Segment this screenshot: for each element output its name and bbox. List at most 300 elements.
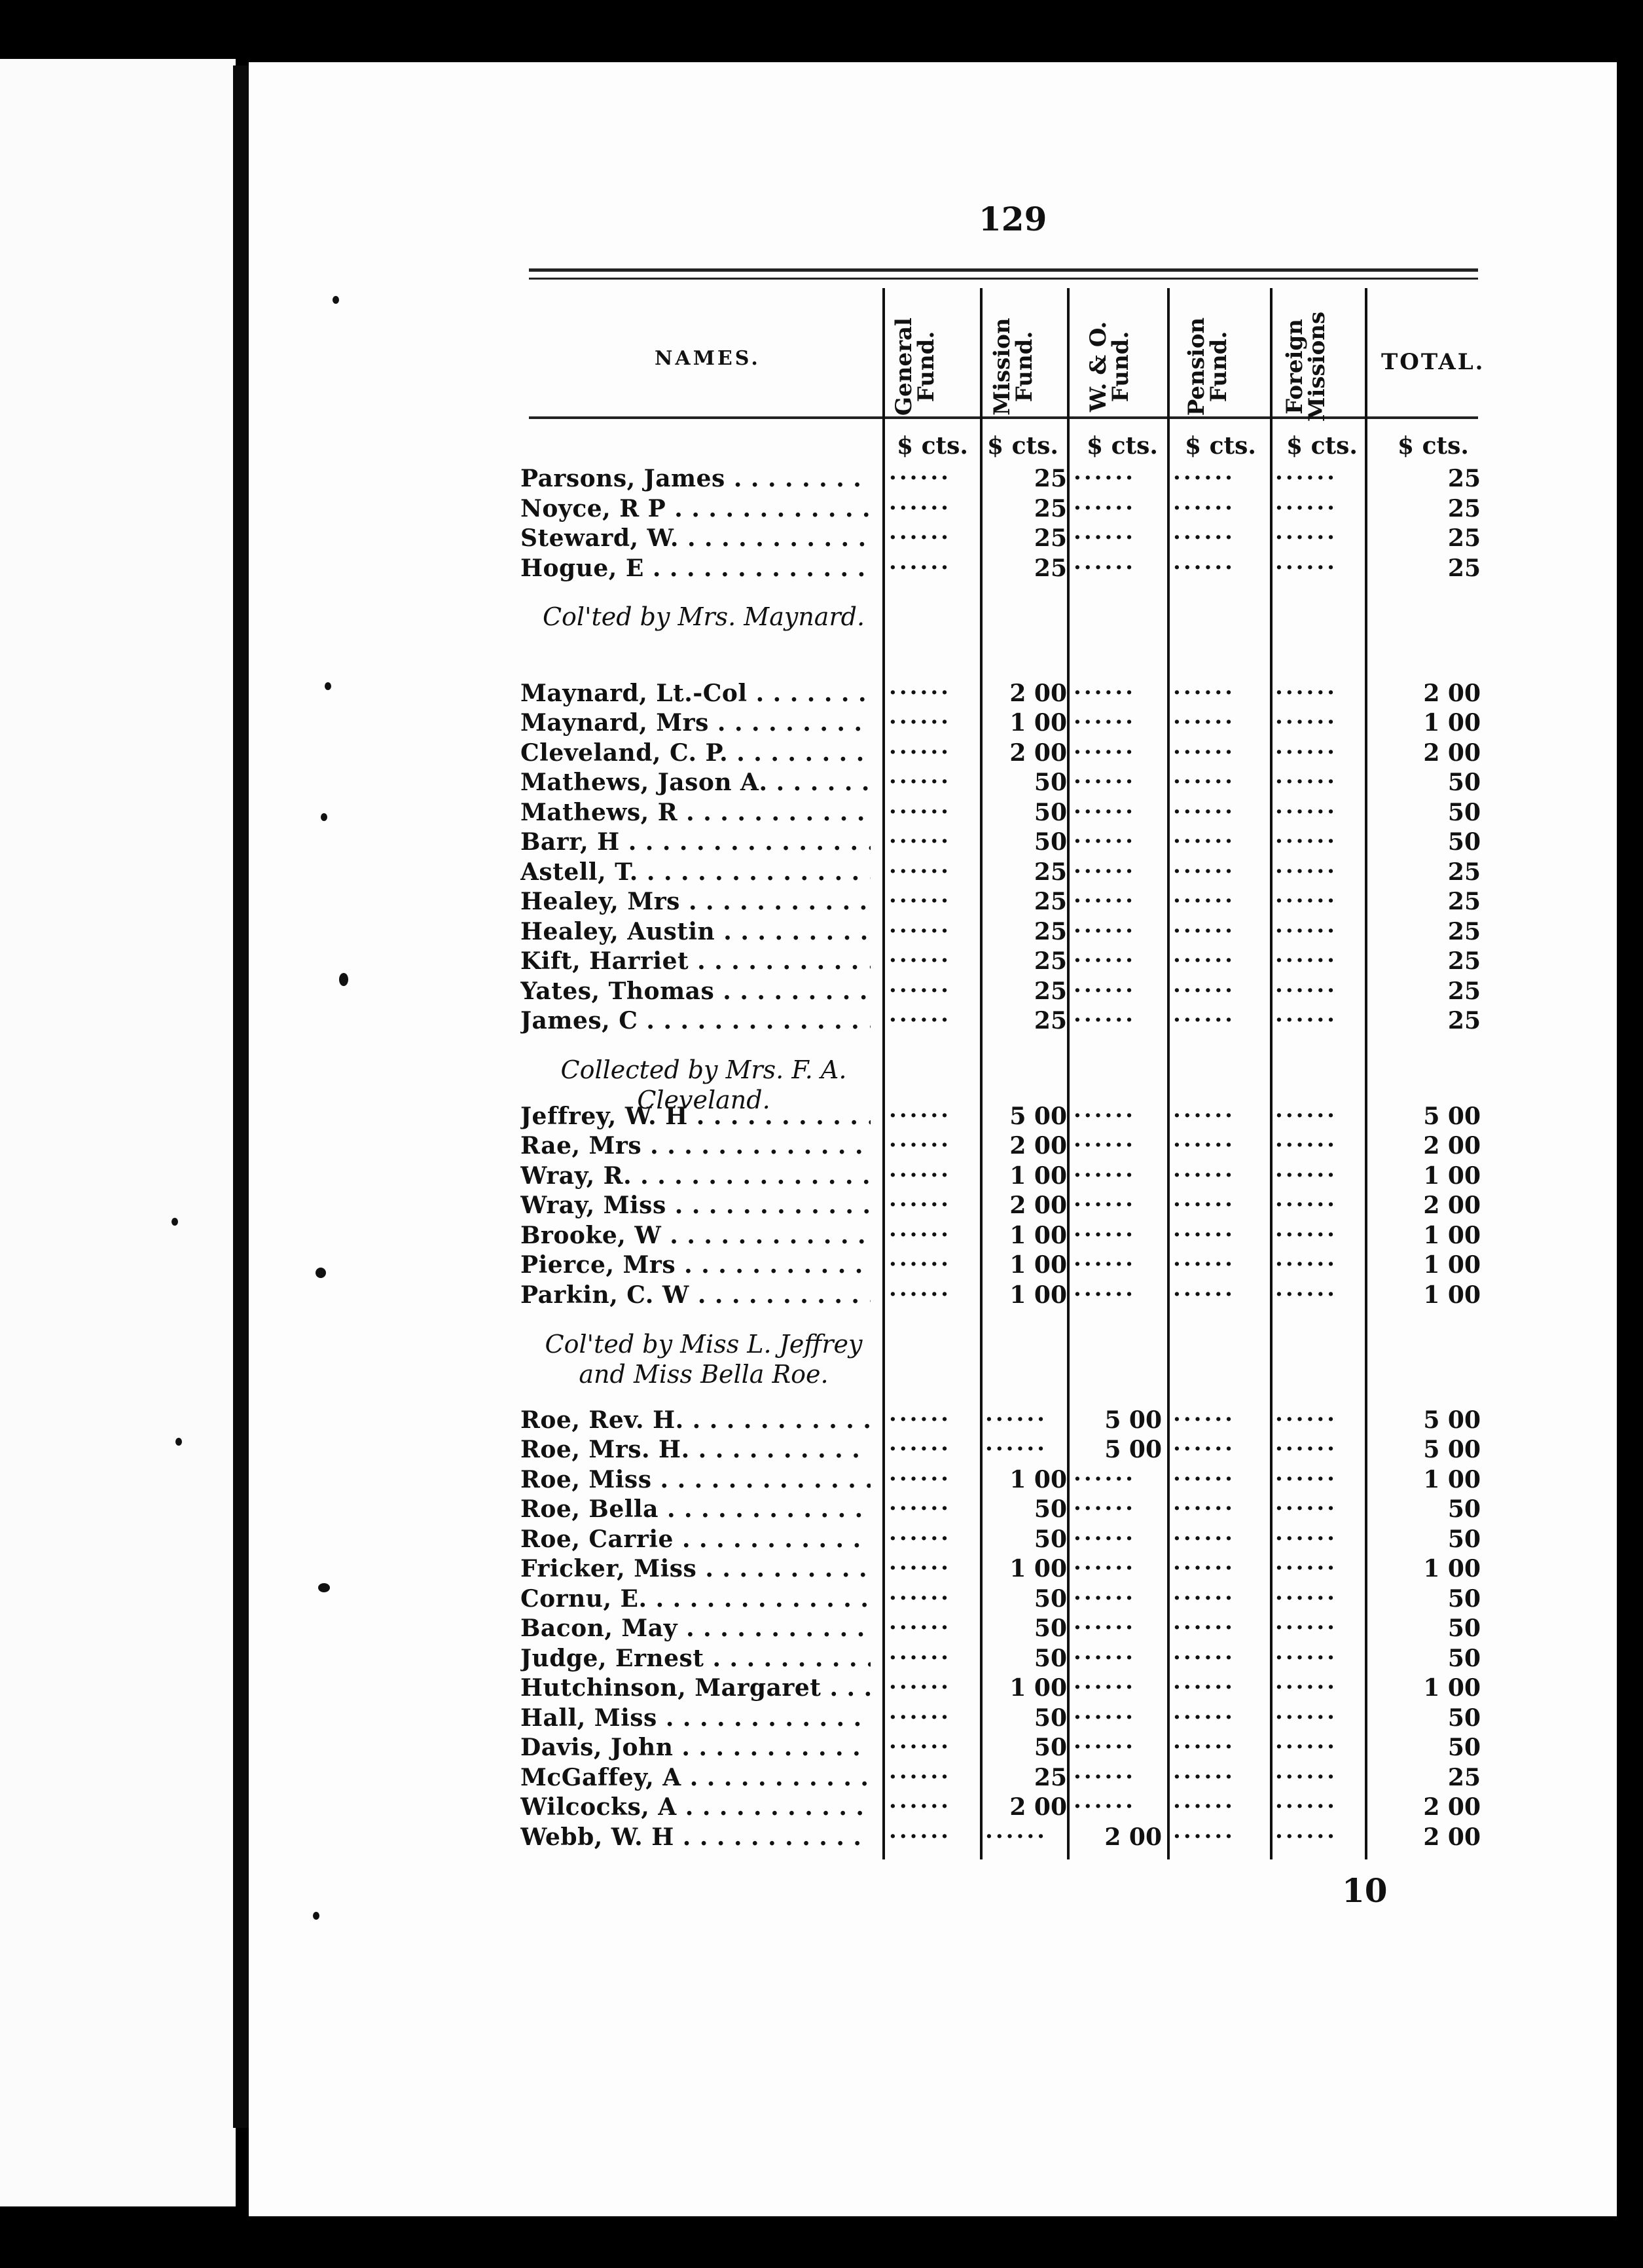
signature-mark: 10 (1342, 1871, 1388, 1910)
leader-dots: ······ (1173, 858, 1236, 885)
contributor-name: Hall, Miss . . . (520, 1704, 871, 1732)
leader-dots: ······ (889, 1495, 952, 1522)
leader-dots: ······ (1173, 977, 1236, 1004)
unit-label: $ cts. (987, 432, 1058, 460)
leader-dots: ······ (1173, 1555, 1236, 1582)
leader-dots: ······ (889, 1436, 952, 1463)
contributor-name: Judge, Ernest . . . (520, 1645, 871, 1672)
contributor-name: Maynard, Mrs . . . (520, 709, 871, 737)
table-row (0, 1132, 1643, 1162)
table-row (0, 828, 1643, 858)
leader-dots: ······ (1275, 1615, 1338, 1641)
table-row (0, 799, 1643, 829)
contributor-name: Fricker, Miss . . . (520, 1555, 871, 1582)
total-amount: 1 00 (1423, 1674, 1481, 1702)
table-row (0, 1526, 1643, 1556)
table-row (0, 1734, 1643, 1764)
total-amount: 25 (1447, 888, 1481, 916)
table-row (0, 739, 1643, 769)
total-amount: 1 00 (1423, 1555, 1481, 1583)
wo-fund-header: W. & O. Fund. (1085, 321, 1134, 412)
leader-dots: ······ (889, 465, 952, 491)
table-row (0, 978, 1643, 1008)
leader-dots: ······ (1173, 739, 1236, 765)
table-row (0, 680, 1643, 710)
mission-amount: 25 (1034, 524, 1067, 552)
total-amount: 25 (1447, 465, 1481, 492)
unit-label: $ cts. (1087, 432, 1158, 460)
leader-dots: ······ (889, 1281, 952, 1308)
table-row (0, 465, 1643, 495)
table-row (0, 1466, 1643, 1496)
contributor-name: Cornu, E. . . . (520, 1585, 871, 1613)
leader-dots: ······ (1173, 1763, 1236, 1790)
leader-dots: ······ (1074, 739, 1136, 765)
total-amount: 1 00 (1423, 1251, 1481, 1279)
total-amount: 2 00 (1423, 1132, 1481, 1160)
leader-dots: ······ (889, 1793, 952, 1820)
table-row (0, 1615, 1643, 1645)
leader-dots: ······ (1275, 1102, 1338, 1129)
table-row (0, 495, 1643, 525)
leader-dots: ······ (1074, 1132, 1136, 1159)
leader-dots: ······ (1074, 1615, 1136, 1641)
leader-dots: ······ (1074, 828, 1136, 855)
leader-dots: ······ (1074, 1525, 1136, 1552)
leader-dots: ······ (1275, 1555, 1338, 1582)
table-row (0, 1585, 1643, 1615)
total-amount: 25 (1447, 858, 1481, 886)
total-amount: 1 00 (1423, 1465, 1481, 1493)
leader-dots: ······ (1275, 1704, 1338, 1730)
wo-amount: 5 00 (1104, 1436, 1162, 1464)
table-row (0, 1495, 1643, 1526)
leader-dots: ······ (1275, 1584, 1338, 1611)
table-row (0, 1222, 1643, 1252)
leader-dots: ······ (889, 947, 952, 974)
leader-dots: ······ (889, 1584, 952, 1611)
total-amount: 50 (1447, 769, 1481, 797)
total-amount: 5 00 (1423, 1102, 1481, 1130)
total-amount: 25 (1447, 917, 1481, 945)
leader-dots: ······ (1275, 1007, 1338, 1034)
leader-dots: ······ (1173, 1007, 1236, 1034)
leader-dots: ······ (1275, 494, 1338, 521)
mission-fund-header: Mission Fund. (989, 318, 1038, 416)
leader-dots: ······ (1074, 1007, 1136, 1034)
mission-amount: 50 (1034, 1615, 1067, 1643)
leader-dots: ······ (889, 858, 952, 885)
contributor-name: Roe, Rev. H. . . . (520, 1406, 871, 1434)
total-amount: 2 00 (1423, 739, 1481, 767)
leader-dots: ······ (889, 739, 952, 765)
page-number: 129 (979, 200, 1047, 238)
leader-dots: ······ (889, 917, 952, 944)
contributor-name: Maynard, Lt.-Col . . . (520, 680, 871, 707)
leader-dots: ······ (1275, 1674, 1338, 1701)
total-amount: 50 (1447, 1644, 1481, 1672)
leader-dots: ······ (1173, 769, 1236, 796)
leader-dots: ······ (1074, 1161, 1136, 1188)
table-row (0, 1103, 1643, 1133)
leader-dots: ······ (1173, 828, 1236, 855)
contributor-name: Healey, Mrs . . . (520, 888, 871, 915)
unit-label: $ cts. (1286, 432, 1358, 460)
unit-label: $ cts. (897, 432, 968, 460)
mission-amount: 50 (1034, 828, 1067, 856)
leader-dots: ······ (889, 1734, 952, 1761)
leader-dots: ······ (1275, 798, 1338, 825)
leader-dots: ······ (889, 1406, 952, 1433)
leader-dots: ······ (1173, 1132, 1236, 1159)
leader-dots: ······ (889, 1615, 952, 1641)
contributor-name: Yates, Thomas . . . (520, 978, 871, 1005)
leader-dots: ······ (889, 828, 952, 855)
table-row (0, 1823, 1643, 1854)
contributor-name: Hogue, E . . . (520, 555, 871, 582)
leader-dots: ······ (1275, 679, 1338, 706)
leader-dots: ······ (1275, 739, 1338, 765)
leader-dots: ······ (889, 709, 952, 736)
leader-dots: ······ (1074, 1102, 1136, 1129)
mission-amount: 50 (1034, 1525, 1067, 1553)
table-row (0, 709, 1643, 739)
mission-amount: 50 (1034, 1584, 1067, 1613)
total-amount: 50 (1447, 828, 1481, 856)
total-amount: 25 (1447, 554, 1481, 582)
mission-amount: 2 00 (1009, 1793, 1067, 1821)
leader-dots: ······ (1275, 858, 1338, 885)
leader-dots: ······ (1275, 1436, 1338, 1463)
leader-dots: ······ (889, 1644, 952, 1671)
contributor-name: James, C . . . (520, 1007, 871, 1034)
leader-dots: ······ (1173, 1674, 1236, 1701)
contributor-name: Brooke, W . . . (520, 1222, 871, 1249)
leader-dots: ······ (1074, 494, 1136, 521)
leader-dots: ······ (1275, 1406, 1338, 1433)
leader-dots: ······ (889, 1221, 952, 1248)
total-amount: 2 00 (1423, 1823, 1481, 1851)
contributor-name: Mathews, Jason A. . . . (520, 769, 871, 796)
collector-heading: Col'ted by Miss L. Jeffrey and Miss Bella Roe. (545, 1329, 863, 1389)
names-header: NAMES. (655, 347, 761, 370)
contributor-name: Hutchinson, Margaret . . . (520, 1674, 871, 1702)
leader-dots: ······ (1074, 465, 1136, 491)
unit-label: $ cts. (1398, 432, 1469, 460)
leader-dots: ······ (1173, 1436, 1236, 1463)
leader-dots: ······ (1173, 917, 1236, 944)
contributor-name: Wray, R. . . . (520, 1162, 871, 1190)
leader-dots: ······ (1275, 888, 1338, 915)
contributor-name: Bacon, May . . . (520, 1615, 871, 1642)
table-row (0, 1436, 1643, 1466)
contributor-name: Wray, Miss . . . (520, 1192, 871, 1219)
foreign-missions-header: Foreign Missions (1282, 311, 1330, 422)
leader-dots: ······ (889, 1007, 952, 1034)
mission-amount: 25 (1034, 858, 1067, 886)
leader-dots: ······ (1173, 524, 1236, 551)
leader-dots: ······ (1074, 709, 1136, 736)
leader-dots: ······ (1173, 947, 1236, 974)
table-row (0, 1007, 1643, 1037)
leader-dots: ······ (889, 524, 952, 551)
mission-amount: 50 (1034, 769, 1067, 797)
leader-dots: ······ (1173, 1192, 1236, 1218)
leader-dots: ······ (1275, 1132, 1338, 1159)
leader-dots: ······ (889, 977, 952, 1004)
table-row (0, 888, 1643, 918)
total-amount: 1 00 (1423, 1281, 1481, 1309)
leader-dots: ······ (1074, 1221, 1136, 1248)
leader-dots: ······ (1173, 709, 1236, 736)
leader-dots: ······ (1074, 524, 1136, 551)
total-amount: 1 00 (1423, 1161, 1481, 1190)
total-amount: 25 (1447, 1763, 1481, 1791)
leader-dots: ······ (1074, 679, 1136, 706)
table-row (0, 1704, 1643, 1734)
leader-dots: ······ (889, 1132, 952, 1159)
leader-dots: ······ (1275, 769, 1338, 796)
total-amount: 2 00 (1423, 1192, 1481, 1220)
leader-dots: ······ (1074, 1584, 1136, 1611)
leader-dots: ······ (889, 1102, 952, 1129)
leader-dots: ······ (1275, 465, 1338, 491)
mission-amount: 50 (1034, 1734, 1067, 1762)
leader-dots: ······ (1074, 1704, 1136, 1730)
leader-dots: ······ (1275, 917, 1338, 944)
mission-amount: 25 (1034, 494, 1067, 522)
mission-amount: 25 (1034, 465, 1067, 492)
leader-dots: ······ (889, 494, 952, 521)
wo-amount: 5 00 (1104, 1406, 1162, 1434)
leader-dots: ······ (889, 769, 952, 796)
table-row (0, 1406, 1643, 1436)
total-amount: 50 (1447, 798, 1481, 826)
leader-dots: ······ (1275, 524, 1338, 551)
leader-dots: ······ (1074, 1674, 1136, 1701)
leader-dots: ······ (1074, 1465, 1136, 1492)
mission-amount: 1 00 (1009, 1251, 1067, 1279)
total-amount: 25 (1447, 947, 1481, 976)
leader-dots: ······ (1173, 1251, 1236, 1278)
leader-dots: ······ (1173, 1221, 1236, 1248)
leader-dots: ······ (1275, 977, 1338, 1004)
leader-dots: ······ (889, 1823, 952, 1850)
contributor-name: Parsons, James . . . (520, 465, 871, 492)
leader-dots: ······ (1074, 1192, 1136, 1218)
leader-dots: ······ (985, 1823, 1048, 1850)
leader-dots: ······ (1074, 977, 1136, 1004)
contributor-name: Astell, T. . . . (520, 858, 871, 886)
table-row (0, 1793, 1643, 1823)
total-amount: 1 00 (1423, 1221, 1481, 1249)
leader-dots: ······ (985, 1406, 1048, 1433)
total-amount: 50 (1447, 1615, 1481, 1643)
contributor-name: Jeffrey, W. H . . . (520, 1103, 871, 1130)
leader-dots: ······ (1173, 554, 1236, 581)
leader-dots: ······ (1275, 1495, 1338, 1522)
table-row (0, 1674, 1643, 1704)
total-amount: 25 (1447, 977, 1481, 1005)
total-amount: 2 00 (1423, 679, 1481, 707)
contributor-name: Davis, John . . . (520, 1734, 871, 1761)
mission-amount: 50 (1034, 1644, 1067, 1672)
leader-dots: ······ (1275, 1793, 1338, 1820)
leader-dots: ······ (1074, 947, 1136, 974)
leader-dots: ······ (1173, 1584, 1236, 1611)
leader-dots: ······ (1074, 1495, 1136, 1522)
table-row (0, 1281, 1643, 1311)
leader-dots: ······ (1173, 1465, 1236, 1492)
leader-dots: ······ (1275, 1251, 1338, 1278)
mission-amount: 50 (1034, 1704, 1067, 1732)
leader-dots: ······ (889, 798, 952, 825)
leader-dots: ······ (1275, 1823, 1338, 1850)
mission-amount: 1 00 (1009, 1674, 1067, 1702)
pension-fund-header: Pension Fund. (1183, 317, 1232, 416)
contributor-name: Pierce, Mrs . . . (520, 1251, 871, 1279)
leader-dots: ······ (1173, 1823, 1236, 1850)
leader-dots: ······ (889, 888, 952, 915)
total-header: TOTAL. (1381, 349, 1485, 375)
leader-dots: ······ (889, 1704, 952, 1730)
leader-dots: ······ (1074, 888, 1136, 915)
leader-dots: ······ (1275, 1763, 1338, 1790)
leader-dots: ······ (1074, 1793, 1136, 1820)
leader-dots: ······ (1074, 1734, 1136, 1761)
total-amount: 25 (1447, 1007, 1481, 1035)
leader-dots: ······ (1074, 1281, 1136, 1308)
mission-amount: 1 00 (1009, 1221, 1067, 1249)
leader-dots: ······ (889, 1251, 952, 1278)
contributor-name: Noyce, R P . . . (520, 495, 871, 522)
table-row (0, 918, 1643, 948)
top-rule (529, 268, 1478, 272)
mission-amount: 25 (1034, 888, 1067, 916)
wo-amount: 2 00 (1104, 1823, 1162, 1851)
total-amount: 50 (1447, 1704, 1481, 1732)
leader-dots: ······ (889, 679, 952, 706)
contributor-name: Rae, Mrs . . . (520, 1132, 871, 1160)
contributor-name: Barr, H . . . (520, 828, 871, 856)
table-row (0, 524, 1643, 555)
mission-amount: 2 00 (1009, 679, 1067, 707)
leader-dots: ······ (1173, 1102, 1236, 1129)
leader-dots: ······ (1275, 947, 1338, 974)
leader-dots: ······ (1275, 709, 1338, 736)
leader-dots: ······ (1275, 554, 1338, 581)
mission-amount: 2 00 (1009, 1132, 1067, 1160)
leader-dots: ······ (1173, 1281, 1236, 1308)
total-amount: 5 00 (1423, 1436, 1481, 1464)
contributor-name: Roe, Carrie . . . (520, 1526, 871, 1553)
mission-amount: 1 00 (1009, 1281, 1067, 1309)
mission-amount: 5 00 (1009, 1102, 1067, 1130)
leader-dots: ······ (1173, 1793, 1236, 1820)
leader-dots: ······ (1173, 1734, 1236, 1761)
leader-dots: ······ (1173, 888, 1236, 915)
contributor-name: Roe, Mrs. H. . . . (520, 1436, 871, 1463)
leader-dots: ······ (1173, 679, 1236, 706)
leader-dots: ······ (889, 1674, 952, 1701)
table-row (0, 858, 1643, 888)
leader-dots: ······ (1074, 1644, 1136, 1671)
leader-dots: ······ (1173, 798, 1236, 825)
leader-dots: ······ (889, 554, 952, 581)
contributor-name: Kift, Harriet . . . (520, 947, 871, 975)
contributor-name: Wilcocks, A . . . (520, 1793, 871, 1821)
leader-dots: ······ (1275, 1161, 1338, 1188)
mission-amount: 25 (1034, 917, 1067, 945)
total-amount: 2 00 (1423, 1793, 1481, 1821)
leader-dots: ······ (1173, 1525, 1236, 1552)
table-row (0, 1251, 1643, 1281)
mission-amount: 25 (1034, 1763, 1067, 1791)
leader-dots: ······ (889, 1555, 952, 1582)
leader-dots: ······ (1275, 1221, 1338, 1248)
table-row (0, 1162, 1643, 1192)
table-row (0, 1192, 1643, 1222)
mission-amount: 25 (1034, 947, 1067, 976)
leader-dots: ······ (1275, 1734, 1338, 1761)
total-amount: 50 (1447, 1584, 1481, 1613)
table-row (0, 769, 1643, 799)
mission-amount: 25 (1034, 977, 1067, 1005)
mission-amount: 1 00 (1009, 709, 1067, 737)
contributor-name: Cleveland, C. P. . . . (520, 739, 871, 767)
table-row (0, 947, 1643, 978)
general-fund-header: General Fund. (891, 318, 939, 416)
leader-dots: ······ (1275, 1281, 1338, 1308)
table-row (0, 1764, 1643, 1794)
mission-amount: 1 00 (1009, 1555, 1067, 1583)
leader-dots: ······ (1173, 494, 1236, 521)
leader-dots: ······ (1173, 1161, 1236, 1188)
top-rule-thin (529, 278, 1478, 280)
leader-dots: ······ (889, 1192, 952, 1218)
leader-dots: ······ (1173, 1406, 1236, 1433)
mission-amount: 1 00 (1009, 1161, 1067, 1190)
leader-dots: ······ (1074, 858, 1136, 885)
total-amount: 1 00 (1423, 709, 1481, 737)
mission-amount: 50 (1034, 1495, 1067, 1524)
table-row (0, 1555, 1643, 1585)
leader-dots: ······ (1074, 1251, 1136, 1278)
leader-dots: ······ (1074, 769, 1136, 796)
leader-dots: ······ (889, 1525, 952, 1552)
leader-dots: ······ (1074, 1555, 1136, 1582)
total-amount: 5 00 (1423, 1406, 1481, 1434)
contributor-name: Steward, W. . . . (520, 524, 871, 552)
mission-amount: 2 00 (1009, 739, 1067, 767)
unit-label: $ cts. (1185, 432, 1256, 460)
table-row (0, 1645, 1643, 1675)
leader-dots: ······ (1173, 1495, 1236, 1522)
leader-dots: ······ (1074, 798, 1136, 825)
leader-dots: ······ (1074, 1763, 1136, 1790)
contributor-name: Roe, Miss . . . (520, 1466, 871, 1493)
mission-amount: 1 00 (1009, 1465, 1067, 1493)
contributor-name: Parkin, C. W . . . (520, 1281, 871, 1309)
table-row (0, 555, 1643, 585)
leader-dots: ······ (1074, 554, 1136, 581)
contributor-name: Webb, W. H . . . (520, 1823, 871, 1851)
leader-dots: ······ (1275, 1192, 1338, 1218)
leader-dots: ······ (889, 1763, 952, 1790)
mission-amount: 50 (1034, 798, 1067, 826)
contributor-name: Mathews, R . . . (520, 799, 871, 826)
leader-dots: ······ (1173, 1644, 1236, 1671)
